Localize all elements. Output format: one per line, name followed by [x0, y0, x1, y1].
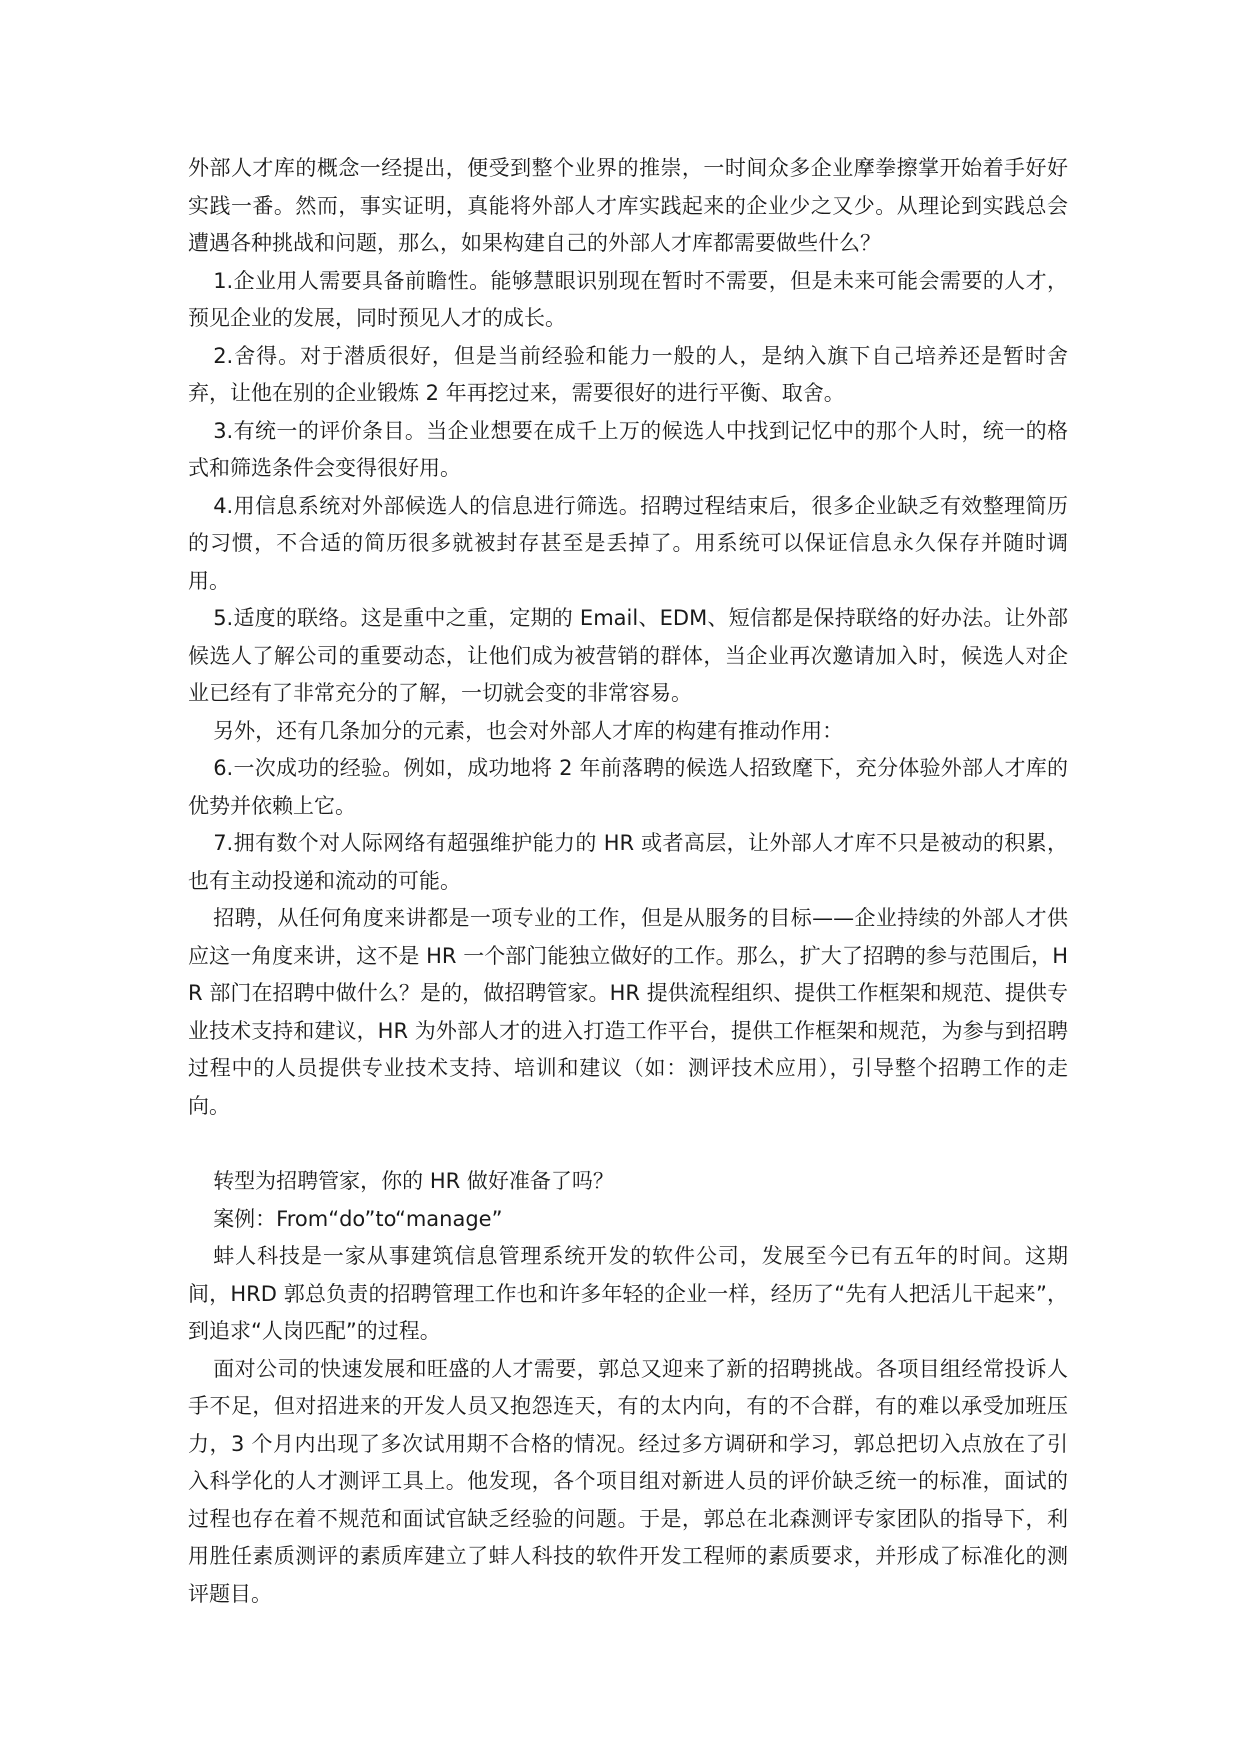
case-title: 案例：From“do”to“manage”: [213, 1206, 503, 1231]
paragraph: 3.有统一的评价条目。当企业想要在成千上万的候选人中找到记忆中的那个人时，统一的格式和筛选条件会变得很好用。: [188, 418, 1068, 480]
section-case-study: [188, 1163, 1068, 1613]
paragraph: 2.舍得。对于潜质很好，但是当前经验和能力一般的人，是纳入旗下自己培养还是暂时舍弃，让他在别的企业锻炼 2 年再挖过来，需要很好的进行平衡、取舍。: [188, 343, 1068, 405]
paragraph: 1.企业用人需要具备前瞻性。能够慧眼识别现在暂时不需要，但是未来可能会需要的人才，预见企业的发展，同时预见人才的成长。: [188, 268, 1068, 330]
paragraph: 面对公司的快速发展和旺盛的人才需要，郭总又迎来了新的招聘挑战。各项目组经常投诉人手不足，但对招进来的开发人员又抱怨连天，有的太内向，有的不合群，有的难以承受加班压力，3 个月内出现了多次试用期不合格的情况。经过多方调研和学习，郭总把切入点放在了引入科学化的人才测评工具上。他发现，各个项目组对新进人员的评价缺乏统一的标准，面试的过程也存在着不规范和面试官缺乏经验的问题。于是，郭总在北森测评专家团队的指导下，利用胜任素质测评的素质库建立了蚌人科技的软件开发工程师的素质要求，并形成了标准化的测评题目。: [188, 1356, 1068, 1606]
paragraph: 外部人才库的概念一经提出，便受到整个业界的推崇，一时间众多企业摩拳擦掌开始着手好好实践一番。然而，事实证明，真能将外部人才库实践起来的企业少之又少。从理论到实践总会遭遇各种挑战和问题，那么，如果构建自己的外部人才库都需要做些什么？: [188, 156, 1068, 255]
paragraph: 6.一次成功的经验。例如，成功地将 2 年前落聘的候选人招致麾下，充分体验外部人才库的优势并依赖上它。: [188, 756, 1068, 818]
section-talent-pool: [188, 150, 1068, 1125]
paragraph: 招聘，从任何角度来讲都是一项专业的工作，但是从服务的目标——企业持续的外部人才供应这一角度来讲，这不是 HR 一个部门能独立做好的工作。那么，扩大了招聘的参与范围后，HR 部门在招聘中做什么？是的，做招聘管家。HR 提供流程组织、提供工作框架和规范、提供专业技术支持和建议，HR 为外部人才的进入打造工作平台，提供工作框架和规范，为参与到招聘过程中的人员提供专业技术支持、培训和建议（如：测评技术应用），引导整个招聘工作的走向。: [188, 906, 1068, 1118]
document-page: [188, 150, 1068, 1613]
paragraph: 4.用信息系统对外部候选人的信息进行筛选。招聘过程结束后，很多企业缺乏有效整理简历的习惯，不合适的简历很多就被封存甚至是丢掉了。用系统可以保证信息永久保存并随时调用。: [188, 493, 1068, 593]
paragraph: 蚌人科技是一家从事建筑信息管理系统开发的软件公司，发展至今已有五年的时间。这期间，HRD 郭总负责的招聘管理工作也和许多年轻的企业一样，经历了“先有人把活儿干起来”，到追求“人岗匹配”的过程。: [188, 1244, 1068, 1343]
paragraph: 5.适度的联络。这是重中之重，定期的 Email、EDM、短信都是保持联络的好办法。让外部候选人了解公司的重要动态，让他们成为被营销的群体，当企业再次邀请加入时，候选人对企业已经有了非常充分的了解，一切就会变的非常容易。: [188, 606, 1068, 705]
paragraph: 另外，还有几条加分的元素，也会对外部人才库的构建有推动作用：: [213, 718, 844, 743]
section-gap: [188, 1125, 1068, 1163]
section-heading: 转型为招聘管家，你的 HR 做好准备了吗？: [213, 1169, 614, 1193]
paragraph: 7.拥有数个对人际网络有超强维护能力的 HR 或者高层，让外部人才库不只是被动的积累，也有主动投递和流动的可能。: [188, 831, 1068, 893]
